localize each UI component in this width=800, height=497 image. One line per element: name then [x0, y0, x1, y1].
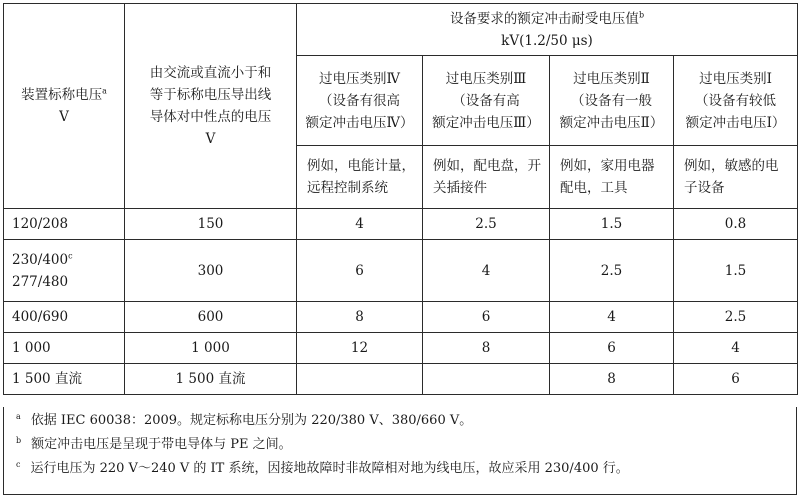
example-line: 远程控制系统 — [307, 180, 388, 196]
cell-nominal — [4, 240, 125, 302]
cell-cat-iv: 8 — [297, 302, 423, 333]
cell-cat-iii — [423, 364, 550, 395]
header-group-title: 设备要求的额定冲击耐受电压值 — [449, 10, 639, 27]
header-nominal-label: 装置标称电压 — [21, 87, 103, 103]
cell-cat-iv: 12 — [297, 333, 423, 364]
cell-nominal: 120/208 — [4, 209, 125, 240]
cell-cat-i: 2.5 — [674, 302, 798, 333]
cell-ln: 600 — [125, 302, 297, 333]
cell-cat-ii: 8 — [550, 364, 674, 395]
example-line: 关插接件 — [433, 180, 487, 196]
category-i-header — [674, 56, 798, 146]
cell-nominal-line: 230/400 — [12, 251, 69, 268]
category-line: 额定冲击电压Ⅲ） — [432, 114, 540, 131]
header-nominal-unit: V — [59, 109, 69, 125]
footnote-text: 依据 IEC 60038：2009。规定标称电压分别为 220/380 V、380/660 V。 — [30, 413, 473, 428]
category-line: （设备有很高 — [319, 92, 400, 109]
footnotes — [3, 407, 797, 495]
example-line: 子设备 — [684, 180, 725, 196]
footnote-a — [4, 409, 796, 433]
category-iv-examples — [297, 146, 423, 209]
table-row — [4, 364, 798, 395]
header-ln-line: 导体对中性点的电压 — [149, 109, 272, 125]
footnote-mark-a: a — [102, 86, 107, 96]
cell-nominal: 400/690 — [4, 302, 125, 333]
cell-cat-i: 4 — [674, 333, 798, 364]
category-ii-examples — [550, 146, 674, 209]
header-ln-line: 等于标称电压导出线 — [149, 87, 272, 103]
category-line: （设备有一般 — [571, 92, 652, 109]
cell-cat-iv: 4 — [297, 209, 423, 240]
header-nominal-voltage — [4, 4, 125, 209]
cell-nominal: 1 500 直流 — [4, 364, 125, 395]
voltage-table — [3, 3, 798, 395]
category-line: （设备有较低 — [695, 92, 776, 109]
footnote-text: 额定冲击电压是呈现于带电导体与 PE 之间。 — [31, 437, 292, 452]
category-line: 过电压类别Ⅲ — [445, 70, 527, 87]
footnote-mark: a — [16, 411, 21, 421]
table-row — [4, 240, 798, 302]
example-line: 配电，工具 — [560, 180, 628, 196]
cell-cat-ii: 6 — [550, 333, 674, 364]
category-iii-examples — [423, 146, 550, 209]
table-row — [4, 333, 798, 364]
cell-ln: 1 000 — [125, 333, 297, 364]
cell-nominal-line: 277/480 — [12, 273, 69, 290]
category-line: 过电压类别Ⅳ — [319, 70, 400, 87]
example-line: 例如，配电盘，开 — [433, 158, 541, 174]
cell-cat-iii: 8 — [423, 333, 550, 364]
cell-ln: 1 500 直流 — [125, 364, 297, 395]
cell-cat-ii: 1.5 — [550, 209, 674, 240]
category-line: 过电压类别Ⅱ — [573, 70, 650, 87]
footnote-mark-b: b — [638, 10, 645, 19]
table-row — [4, 209, 798, 240]
footnote-mark: c — [16, 459, 21, 469]
example-line: 例如，敏感的电 — [684, 158, 779, 174]
example-line: 例如，家用电器 — [560, 158, 655, 174]
category-line: 额定冲击电压Ⅳ） — [305, 114, 414, 131]
cell-cat-iv — [297, 364, 423, 395]
footnote-c — [4, 457, 796, 481]
category-line: 额定冲击电压Ⅰ） — [685, 114, 786, 131]
footnote-text: 运行电压为 220 V～240 V 的 IT 系统，因接地故障时非故障相对地为线电压，故应采用 230/400 行。 — [30, 461, 629, 476]
cell-cat-i: 6 — [674, 364, 798, 395]
category-iv-header — [297, 56, 423, 146]
cell-ln: 150 — [125, 209, 297, 240]
category-line: 过电压类别Ⅰ — [699, 70, 772, 87]
category-i-examples — [674, 146, 798, 209]
cell-cat-iii: 2.5 — [423, 209, 550, 240]
header-impulse-group — [297, 4, 798, 56]
cell-cat-i: 0.8 — [674, 209, 798, 240]
footnote-mark: b — [16, 435, 22, 445]
category-line: （设备有高 — [452, 92, 520, 109]
cell-cat-i: 1.5 — [674, 240, 798, 302]
cell-cat-ii: 4 — [550, 302, 674, 333]
cell-nominal: 1 000 — [4, 333, 125, 364]
table-row — [4, 302, 798, 333]
category-line: 额定冲击电压Ⅱ） — [559, 114, 664, 131]
footnote-b — [4, 433, 796, 457]
footnote-mark-c: c — [68, 251, 73, 260]
cell-cat-ii: 2.5 — [550, 240, 674, 302]
example-line: 例如，电能计量， — [307, 158, 415, 174]
header-group-unit: kV(1.2/50 μs) — [501, 32, 593, 49]
header-line-neutral-voltage — [125, 4, 297, 209]
cell-cat-iii: 4 — [423, 240, 550, 302]
cell-ln: 300 — [125, 240, 297, 302]
header-ln-line: 由交流或直流小于和 — [149, 65, 272, 81]
category-iii-header — [423, 56, 550, 146]
category-ii-header — [550, 56, 674, 146]
cell-cat-iv: 6 — [297, 240, 423, 302]
cell-cat-iii: 6 — [423, 302, 550, 333]
header-ln-unit: V — [205, 131, 216, 147]
